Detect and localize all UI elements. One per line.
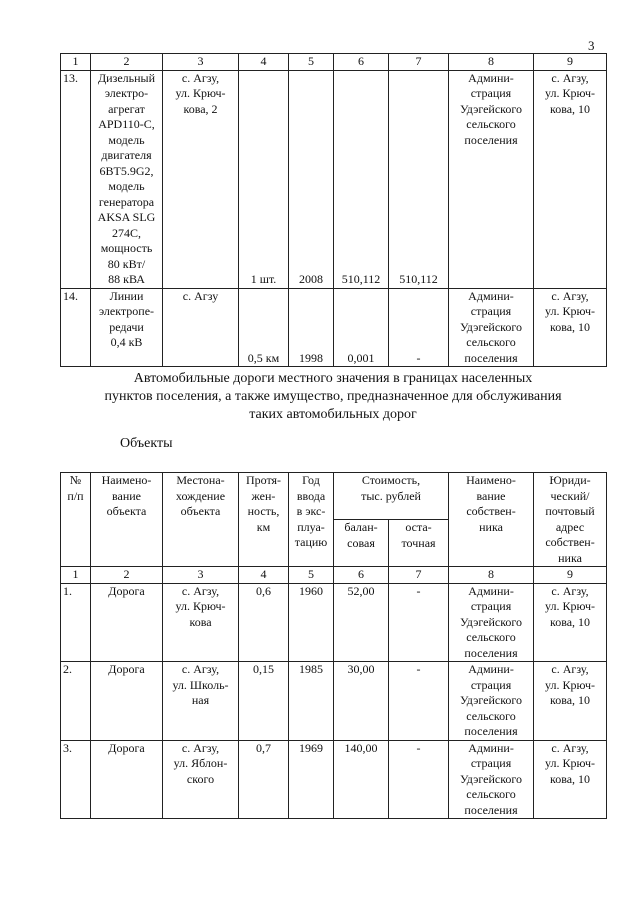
table-row xyxy=(61,740,607,819)
table-row xyxy=(61,288,607,367)
column-number: 5 xyxy=(289,54,334,71)
residual-cost: - xyxy=(389,288,449,367)
object-name: Дорога xyxy=(91,740,163,819)
owner-name: Админи- страция Удэгейского сельского поселения xyxy=(449,583,534,662)
header-owner: Наимено- вание собствен- ника xyxy=(449,473,534,567)
column-number: 5 xyxy=(289,567,334,584)
header-location: Местона- хождение объекта xyxy=(163,473,239,567)
owner-address: с. Агзу, ул. Крюч- кова, 10 xyxy=(534,70,607,288)
table-header-row xyxy=(61,473,607,520)
object-name: Дорога xyxy=(91,662,163,741)
header-address: Юриди- ческий/ почтовый адрес собствен- ника xyxy=(534,473,607,567)
row-number: 1. xyxy=(61,583,91,662)
header-name: Наимено- вание объекта xyxy=(91,473,163,567)
column-number: 9 xyxy=(534,54,607,71)
row-number: 2. xyxy=(61,662,91,741)
column-number: 3 xyxy=(163,54,239,71)
column-number: 9 xyxy=(534,567,607,584)
residual-cost: - xyxy=(389,740,449,819)
object-length: 0,7 xyxy=(239,740,289,819)
commission-year: 1998 xyxy=(289,288,334,367)
residual-cost: 510,112 xyxy=(389,70,449,288)
residual-cost: - xyxy=(389,583,449,662)
commission-year: 1969 xyxy=(289,740,334,819)
object-name: Дизельный электро- агрегат APD110-C, модель двигателя 6BT5.9G2, модель генератора AKSA SLG 274C, мощность 80 кВт/ 88 кВА xyxy=(91,70,163,288)
object-location: с. Агзу, ул. Крюч- кова, 2 xyxy=(163,70,239,288)
owner-name: Админи- страция Удэгейского сельского поселения xyxy=(449,740,534,819)
owner-name: Админи- страция Удэгейского сельского поселения xyxy=(449,70,534,288)
commission-year: 1960 xyxy=(289,583,334,662)
column-number: 8 xyxy=(449,567,534,584)
column-number: 2 xyxy=(91,567,163,584)
section-heading: Автомобильные дороги местного значения в границах населенных пунктов поселения, а также имущество, предназначенное для обслуживания таких автомобильных дорог xyxy=(104,371,562,422)
column-number: 3 xyxy=(163,567,239,584)
column-number: 7 xyxy=(389,54,449,71)
header-year: Год ввода в экс- плуа- тацию xyxy=(289,473,334,567)
column-number: 2 xyxy=(91,54,163,71)
balance-cost: 140,00 xyxy=(334,740,389,819)
roads-table xyxy=(60,472,607,819)
header-num: № п/п xyxy=(61,473,91,567)
row-number: 3. xyxy=(61,740,91,819)
owner-name: Админи- страция Удэгейского сельского поселения xyxy=(449,662,534,741)
owner-address: с. Агзу, ул. Крюч- кова, 10 xyxy=(534,740,607,819)
row-number: 13. xyxy=(61,70,91,288)
balance-cost: 0,001 xyxy=(334,288,389,367)
column-number: 6 xyxy=(334,567,389,584)
property-table-continued xyxy=(60,53,607,367)
balance-cost: 30,00 xyxy=(334,662,389,741)
table-row xyxy=(61,70,607,288)
row-number: 14. xyxy=(61,288,91,367)
column-number-row xyxy=(61,54,607,71)
column-number: 1 xyxy=(61,567,91,584)
column-number-row xyxy=(61,567,607,584)
table-row xyxy=(61,662,607,741)
owner-name: Админи- страция Удэгейского сельского поселения xyxy=(449,288,534,367)
object-length: 0,6 xyxy=(239,583,289,662)
column-number: 1 xyxy=(61,54,91,71)
header-balance: балан- совая xyxy=(334,520,389,567)
object-location: с. Агзу xyxy=(163,288,239,367)
objects-subheading: Объекты xyxy=(120,436,173,451)
owner-address: с. Агзу, ул. Крюч- кова, 10 xyxy=(534,583,607,662)
owner-address: с. Агзу, ул. Крюч- кова, 10 xyxy=(534,288,607,367)
object-name: Дорога xyxy=(91,583,163,662)
balance-cost: 510,112 xyxy=(334,70,389,288)
object-length: 1 шт. xyxy=(239,70,289,288)
header-length: Протя- жен- ность, км xyxy=(239,473,289,567)
column-number: 4 xyxy=(239,54,289,71)
column-number: 7 xyxy=(389,567,449,584)
object-location: с. Агзу, ул. Школь- ная xyxy=(163,662,239,741)
object-location: с. Агзу, ул. Крюч- кова xyxy=(163,583,239,662)
object-length: 0,15 xyxy=(239,662,289,741)
page-number: 3 xyxy=(588,38,595,53)
column-number: 8 xyxy=(449,54,534,71)
header-residual: оста- точная xyxy=(389,520,449,567)
object-location: с. Агзу, ул. Яблон- ского xyxy=(163,740,239,819)
object-length: 0,5 км xyxy=(239,288,289,367)
owner-address: с. Агзу, ул. Крюч- кова, 10 xyxy=(534,662,607,741)
table-row xyxy=(61,583,607,662)
object-name: Линии электропе- редачи 0,4 кВ xyxy=(91,288,163,367)
balance-cost: 52,00 xyxy=(334,583,389,662)
commission-year: 1985 xyxy=(289,662,334,741)
column-number: 6 xyxy=(334,54,389,71)
residual-cost: - xyxy=(389,662,449,741)
header-cost: Стоимость, тыс. рублей xyxy=(334,473,449,520)
commission-year: 2008 xyxy=(289,70,334,288)
column-number: 4 xyxy=(239,567,289,584)
